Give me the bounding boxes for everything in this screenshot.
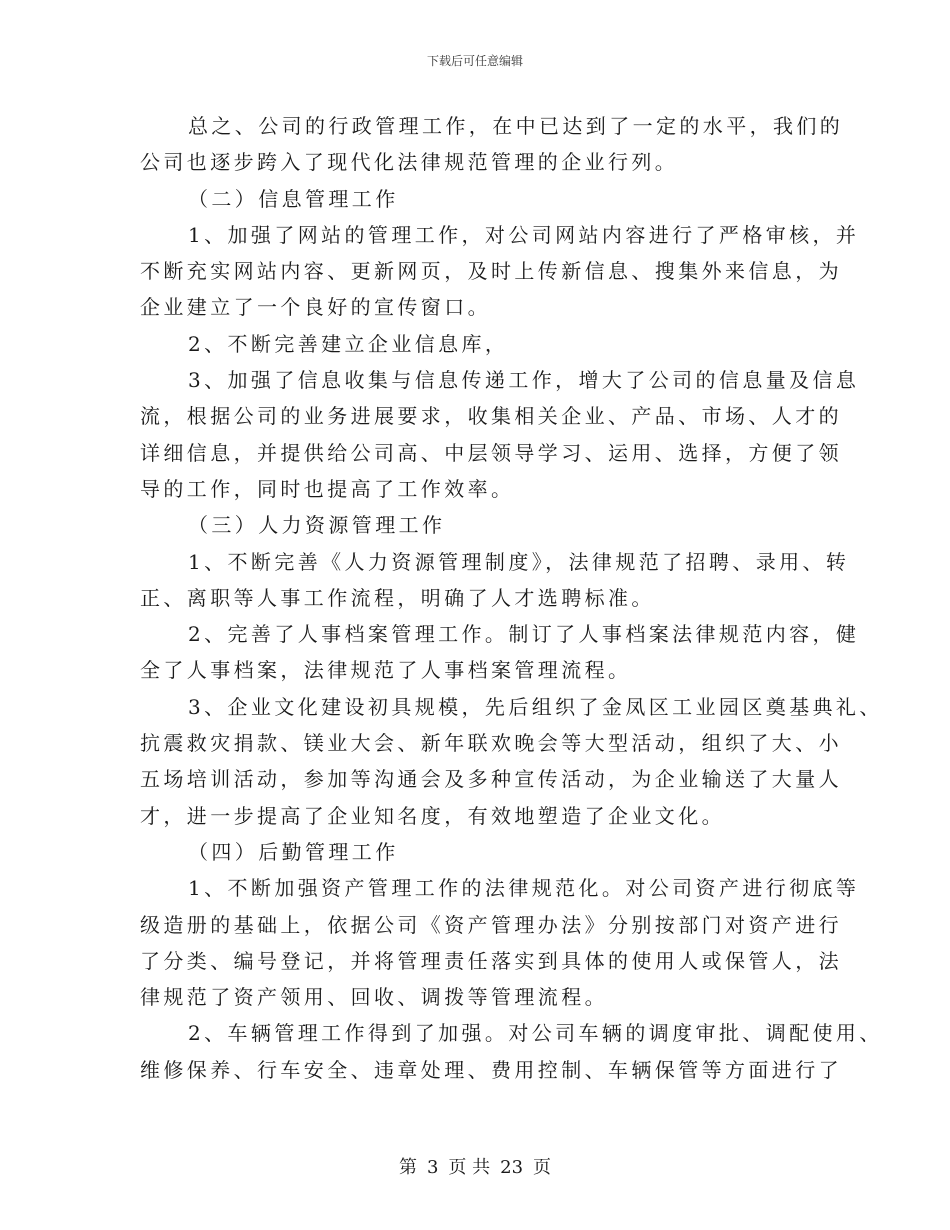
text-line: 律规范了资产领用、回收、调拨等管理流程。 <box>140 985 608 1010</box>
paragraph <box>140 870 860 1015</box>
footer-suffix: 页 <box>533 1157 552 1178</box>
document-body <box>140 108 883 1088</box>
text-line: 3、企业文化建设初具规模，先后组织了金凤区工业园区奠基典礼、 <box>188 694 883 719</box>
text-line: 2、完善了人事档案管理工作。制订了人事档案法律规范内容，健 <box>188 622 860 647</box>
paragraph <box>140 362 860 507</box>
section-heading <box>140 507 820 543</box>
text-line: （四）后勤管理工作 <box>188 839 399 864</box>
text-line: 才，进一步提高了企业知名度，有效地塑造了企业文化。 <box>140 803 725 828</box>
text-line: 2、车辆管理工作得到了加强。对公司车辆的调度审批、调配使用、 <box>188 1021 883 1046</box>
footer-middle: 页 共 <box>448 1157 491 1178</box>
text-line: 详细信息，并提供给公司高、中层领导学习、运用、选择，方便了领 <box>140 440 842 465</box>
footer-total-pages: 23 <box>500 1157 524 1178</box>
text-line: （二）信息管理工作 <box>188 186 399 211</box>
text-line: 导的工作，同时也提高了工作效率。 <box>140 476 515 501</box>
text-line: 2、不断完善建立企业信息库， <box>188 331 509 356</box>
text-line: 了分类、编号登记，并将管理责任落实到具体的使用人或保管人，法 <box>140 948 842 973</box>
paragraph <box>140 217 860 326</box>
text-line: 维修保养、行车安全、违章处理、费用控制、车辆保管等方面进行了 <box>140 1057 842 1082</box>
page-footer <box>0 1153 950 1179</box>
text-line: 1、不断完善《人力资源管理制度》，法律规范了招聘、录用、转 <box>188 549 850 574</box>
footer-prefix: 第 <box>398 1157 417 1178</box>
footer-current-page: 3 <box>426 1157 439 1178</box>
paragraph <box>140 616 860 689</box>
page-header: 下载后可任意编辑 <box>426 54 523 68</box>
text-line: 总之、公司的行政管理工作，在中已达到了一定的水平，我们的 <box>188 114 844 138</box>
text-line: （三）人力资源管理工作 <box>188 513 446 538</box>
text-line: 企业建立了一个良好的宣传窗口。 <box>140 295 491 320</box>
paragraph <box>140 326 820 362</box>
text-line: 流，根据公司的业务进展要求，收集相关企业、产品、市场、人才的 <box>140 404 842 429</box>
paragraph <box>140 544 850 617</box>
text-line: 1、加强了网站的管理工作，对公司网站内容进行了严格审核，并 <box>188 222 860 247</box>
text-line: 抗震救灾捐款、镁业大会、新年联欢晚会等大型活动，组织了大、小 <box>140 731 842 756</box>
paragraph <box>140 1015 883 1088</box>
section-heading <box>140 181 820 217</box>
text-line: 全了人事档案，法律规范了人事档案管理流程。 <box>140 658 632 683</box>
text-line: 3、加强了信息收集与信息传递工作，增大了公司的信息量及信息 <box>188 368 860 393</box>
paragraph <box>140 689 883 834</box>
text-line: 五场培训活动，参加等沟通会及多种宣传活动，为企业输送了大量人 <box>140 767 842 792</box>
section-heading <box>140 834 820 870</box>
text-line: 1、不断加强资产管理工作的法律规范化。对公司资产进行彻底等 <box>188 876 860 901</box>
text-line: 不断充实网站内容、更新网页，及时上传新信息、搜集外来信息，为 <box>140 259 842 284</box>
text-line: 公司也逐步跨入了现代化法律规范管理的企业行列。 <box>140 150 679 175</box>
text-line: 正、离职等人事工作流程，明确了人才选聘标准。 <box>140 585 655 610</box>
paragraph <box>140 108 844 181</box>
text-line: 级造册的基础上，依据公司《资产管理办法》分别按部门对资产进行 <box>140 912 842 937</box>
